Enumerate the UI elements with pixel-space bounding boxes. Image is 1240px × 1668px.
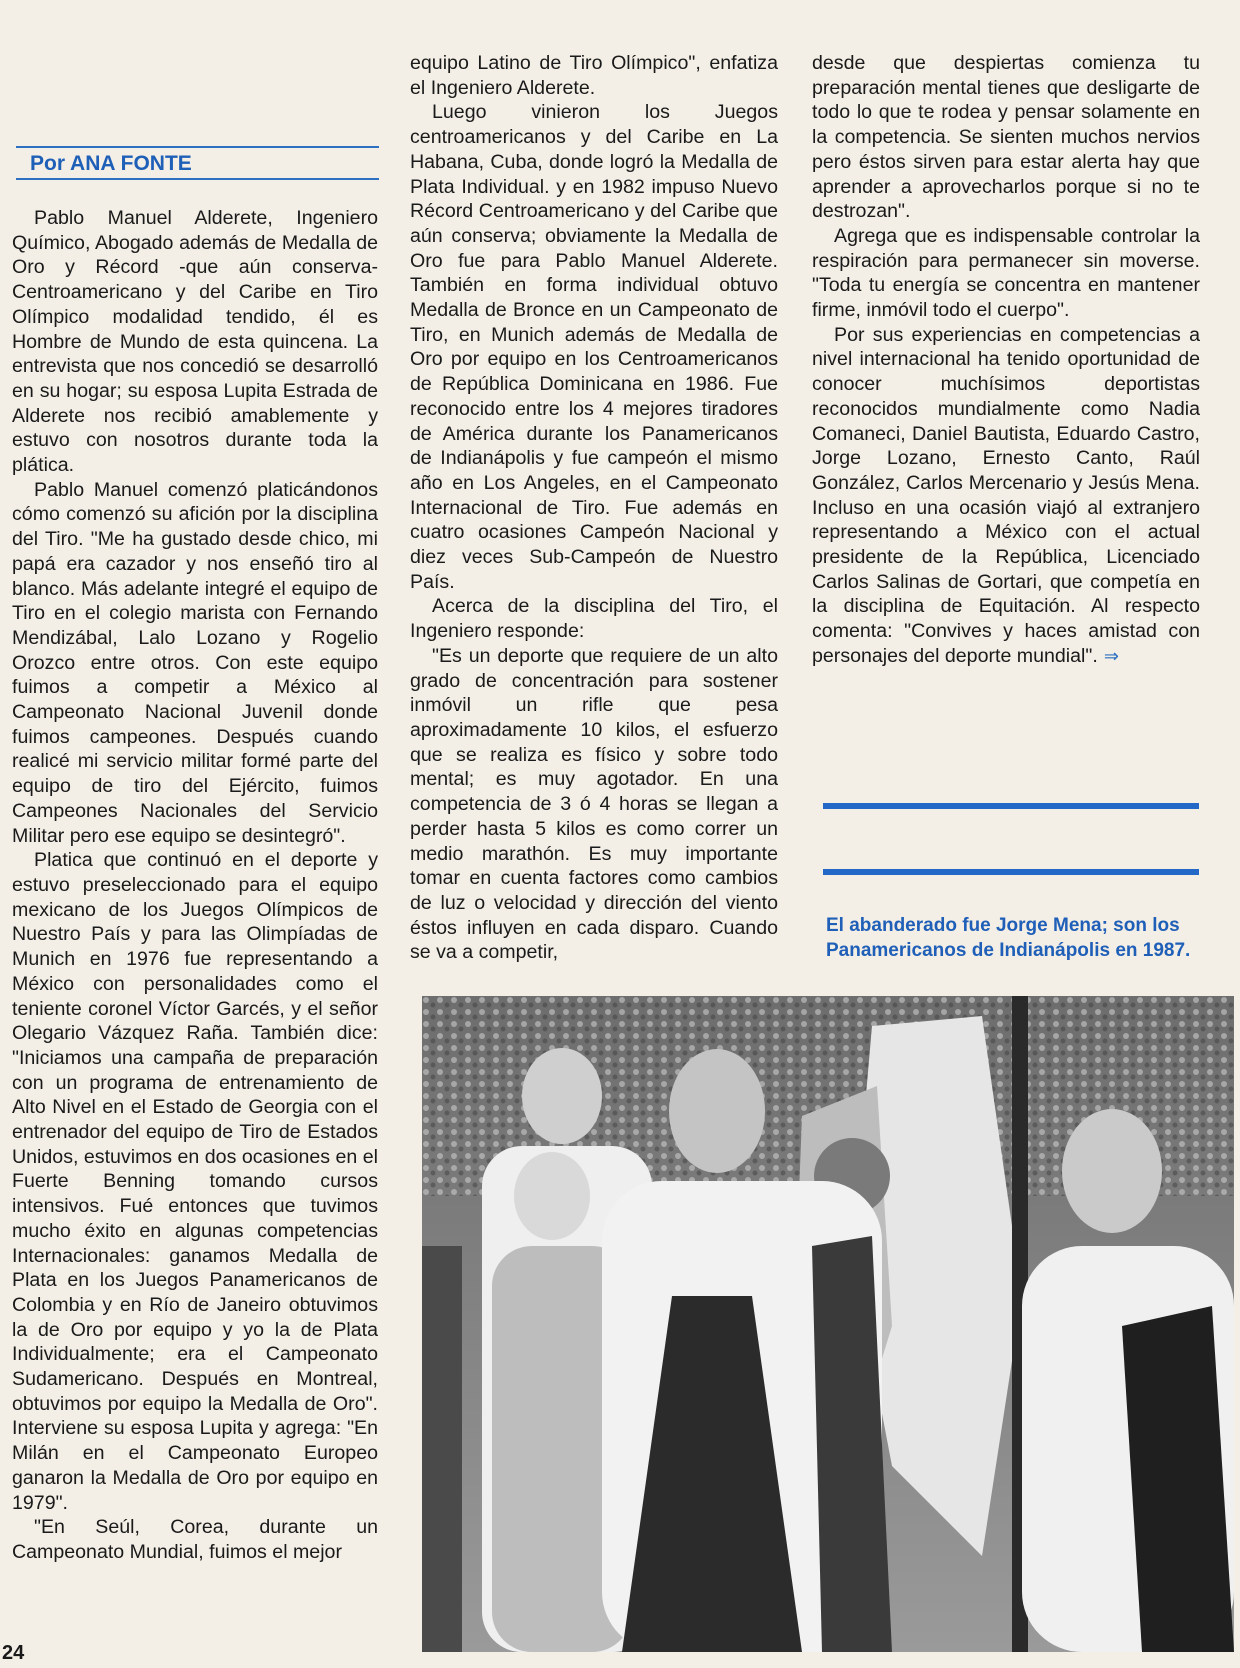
article-column-3 [812,51,1200,669]
photo-caption: El abanderado fue Jorge Mena; son los Panamericanos de Indianápolis en 1987. [826,915,1191,961]
byline-block [16,146,379,180]
paragraph: Pablo Manuel Alderete, Ingeniero Químico, Abogado además de Medalla de Oro y Récord -que aún conserva- Centroamericano y del Caribe en Tiro Olímpico modalidad tendido, él es Hombre de Mundo de esta quincena. La entrevista que nos concedió se desarrolló en su hogar; su esposa Lupita Estrada de Alderete nos recibió amablemente y estuvo con nosotros durante toda la plática. [12,207,378,477]
page-number: 24 [2,1642,25,1664]
paragraph: Platica que continuó en el deporte y estuvo preseleccionado para el equipo mexicano de los Juegos Olímpicos de Nuestro País y para las Olimpíadas de Munich en 1976 fue representando a México con personalidades como el teniente coronel Víctor Garcés, y el señor Olegario Vázquez Raña. También dice: "Iniciamos una campaña de preparación con un programa de entrenamiento de Alto Nivel en el Estado de Georgia con el entrenador del equipo de Tiro de Estados Unidos, estuvimos en dos ocasiones en el Fuerte Benning tomando cursos intensivos. Fué entonces que tuvimos mucho éxito en algunas competencias Internacionales: ganamos Medalla de Plata en los Juegos Panamericanos de Colombia y en Río de Janeiro obtuvimos la de Oro por equipo y yo la de Plata Individualmente; era el Campeonato Sudamericano. Después en Montreal, obtuvimos por equipo la Medalla de Oro". Interviene su esposa Lupita y agrega: "En Milán en el Campeonato Europeo ganaron la Medalla de Oro por equipo en 1979". [12,849,378,1514]
paragraph: "Es un deporte que requiere de un alto grado de concentración para sostener inmóvil un rifle que pesa aproximadamente 10 kilos, el esfuerzo que se realiza es físico y sobre todo mental; es muy agotador. En una competencia de 3 ó 4 horas se llegan a perder hasta 5 kilos es como correr un medio marathón. Es muy importante tomar en cuenta factores como cambios de luz o velocidad y dirección del viento éstos influyen en cada disparo. Cuando se va a competir, [410,644,778,964]
paragraph: desde que despiertas comienza tu preparación mental tienes que desligarte de todo lo que te rodea y pensar solamente en la competencia. Se sienten muchos nervios pero éstos sirven para estar alerta hay que aprender a aprovecharlos porque si no te destrozan". [812,52,1200,223]
caption-rule-bottom [823,869,1199,875]
article-column-1 [12,206,378,1565]
paragraph: Agrega que es indispensable controlar la respiración para permanecer sin moverse. "Toda tu energía se concentra en mantener firme, inmóvil todo el cuerpo". [812,224,1200,322]
paragraph-text: Por sus experiencias en competencias a nivel internacional ha tenido oportunidad de conocer muchísimos deportistas reconocidos mundialmente como Nadia Comaneci, Daniel Bautista, Eduardo Castro, Jorge Lozano, Ernesto Canto, Raúl González, Carlos Mercenario y Jesús Mena. Incluso en una ocasión viajó al extranjero representando a México con el actual presidente de la República, Licenciado Carlos Salinas de Gortari, que competía en la disciplina de Equitación. Al respecto comenta: "Convives y haces amistad con personajes del deporte mundial". [812,323,1200,667]
photo-flag-bearers [422,996,1234,1652]
paragraph: Acerca de la disciplina del Tiro, el Ingeniero responde: [410,595,778,643]
paragraph: Pablo Manuel comenzó platicándonos cómo comenzó su afición por la disciplina del Tiro. "Me ha gustado desde chico, mi papá era cazador y nos enseñó tiro al blanco. Más adelante integré el equipo de Tiro en el colegio marista con Fernando Mendizábal, Lalo Lozano y Rogelio Orozco entre otros. Con este equipo fuimos a competir a México al Campeonato Nacional Juvenil donde fuimos campeones. Después cuando realicé mi servicio militar formé parte del equipo de tiro del Ejército, fuimos Campeones Nacionales del Servicio Militar pero ese equipo se desintegró". [12,478,378,847]
paragraph: Luego vinieron los Juegos centroamericanos y del Caribe en La Habana, Cuba, donde logró la Medalla de Plata Individual. y en 1982 impuso Nuevo Récord Centroamericano y del Caribe que aún conserva; obviamente la Medalla de Oro fue para Pablo Manuel Alderete. También en forma individual obtuvo Medalla de Bronce en un Campeonato de Tiro, en Munich además de Medalla de Oro por equipo en los Centroamericanos de República Dominicana en 1986. Fue reconocido entre los 4 mejores tiradores de América durante los Panamericanos de Indianápolis y fue campeón el mismo año en Los Angeles, en el Campeonato Internacional de Tiro. Fue además en cuatro ocasiones Campeón Nacional y diez veces Sub-Campeón de Nuestro País. [410,101,778,593]
paragraph [812,323,1200,669]
article-column-2 [410,51,778,965]
paragraph: "En Seúl, Corea, durante un Campeonato Mundial, fuimos el mejor [12,1516,378,1563]
byline-rule-bottom [16,178,379,180]
continue-arrow-icon: ⇒ [1103,645,1119,666]
caption-rule-top [823,803,1199,809]
byline: Por ANA FONTE [30,152,192,175]
paragraph: equipo Latino de Tiro Olímpico", enfatiza el Ingeniero Alderete. [410,52,778,99]
photo-image [422,996,1234,1652]
